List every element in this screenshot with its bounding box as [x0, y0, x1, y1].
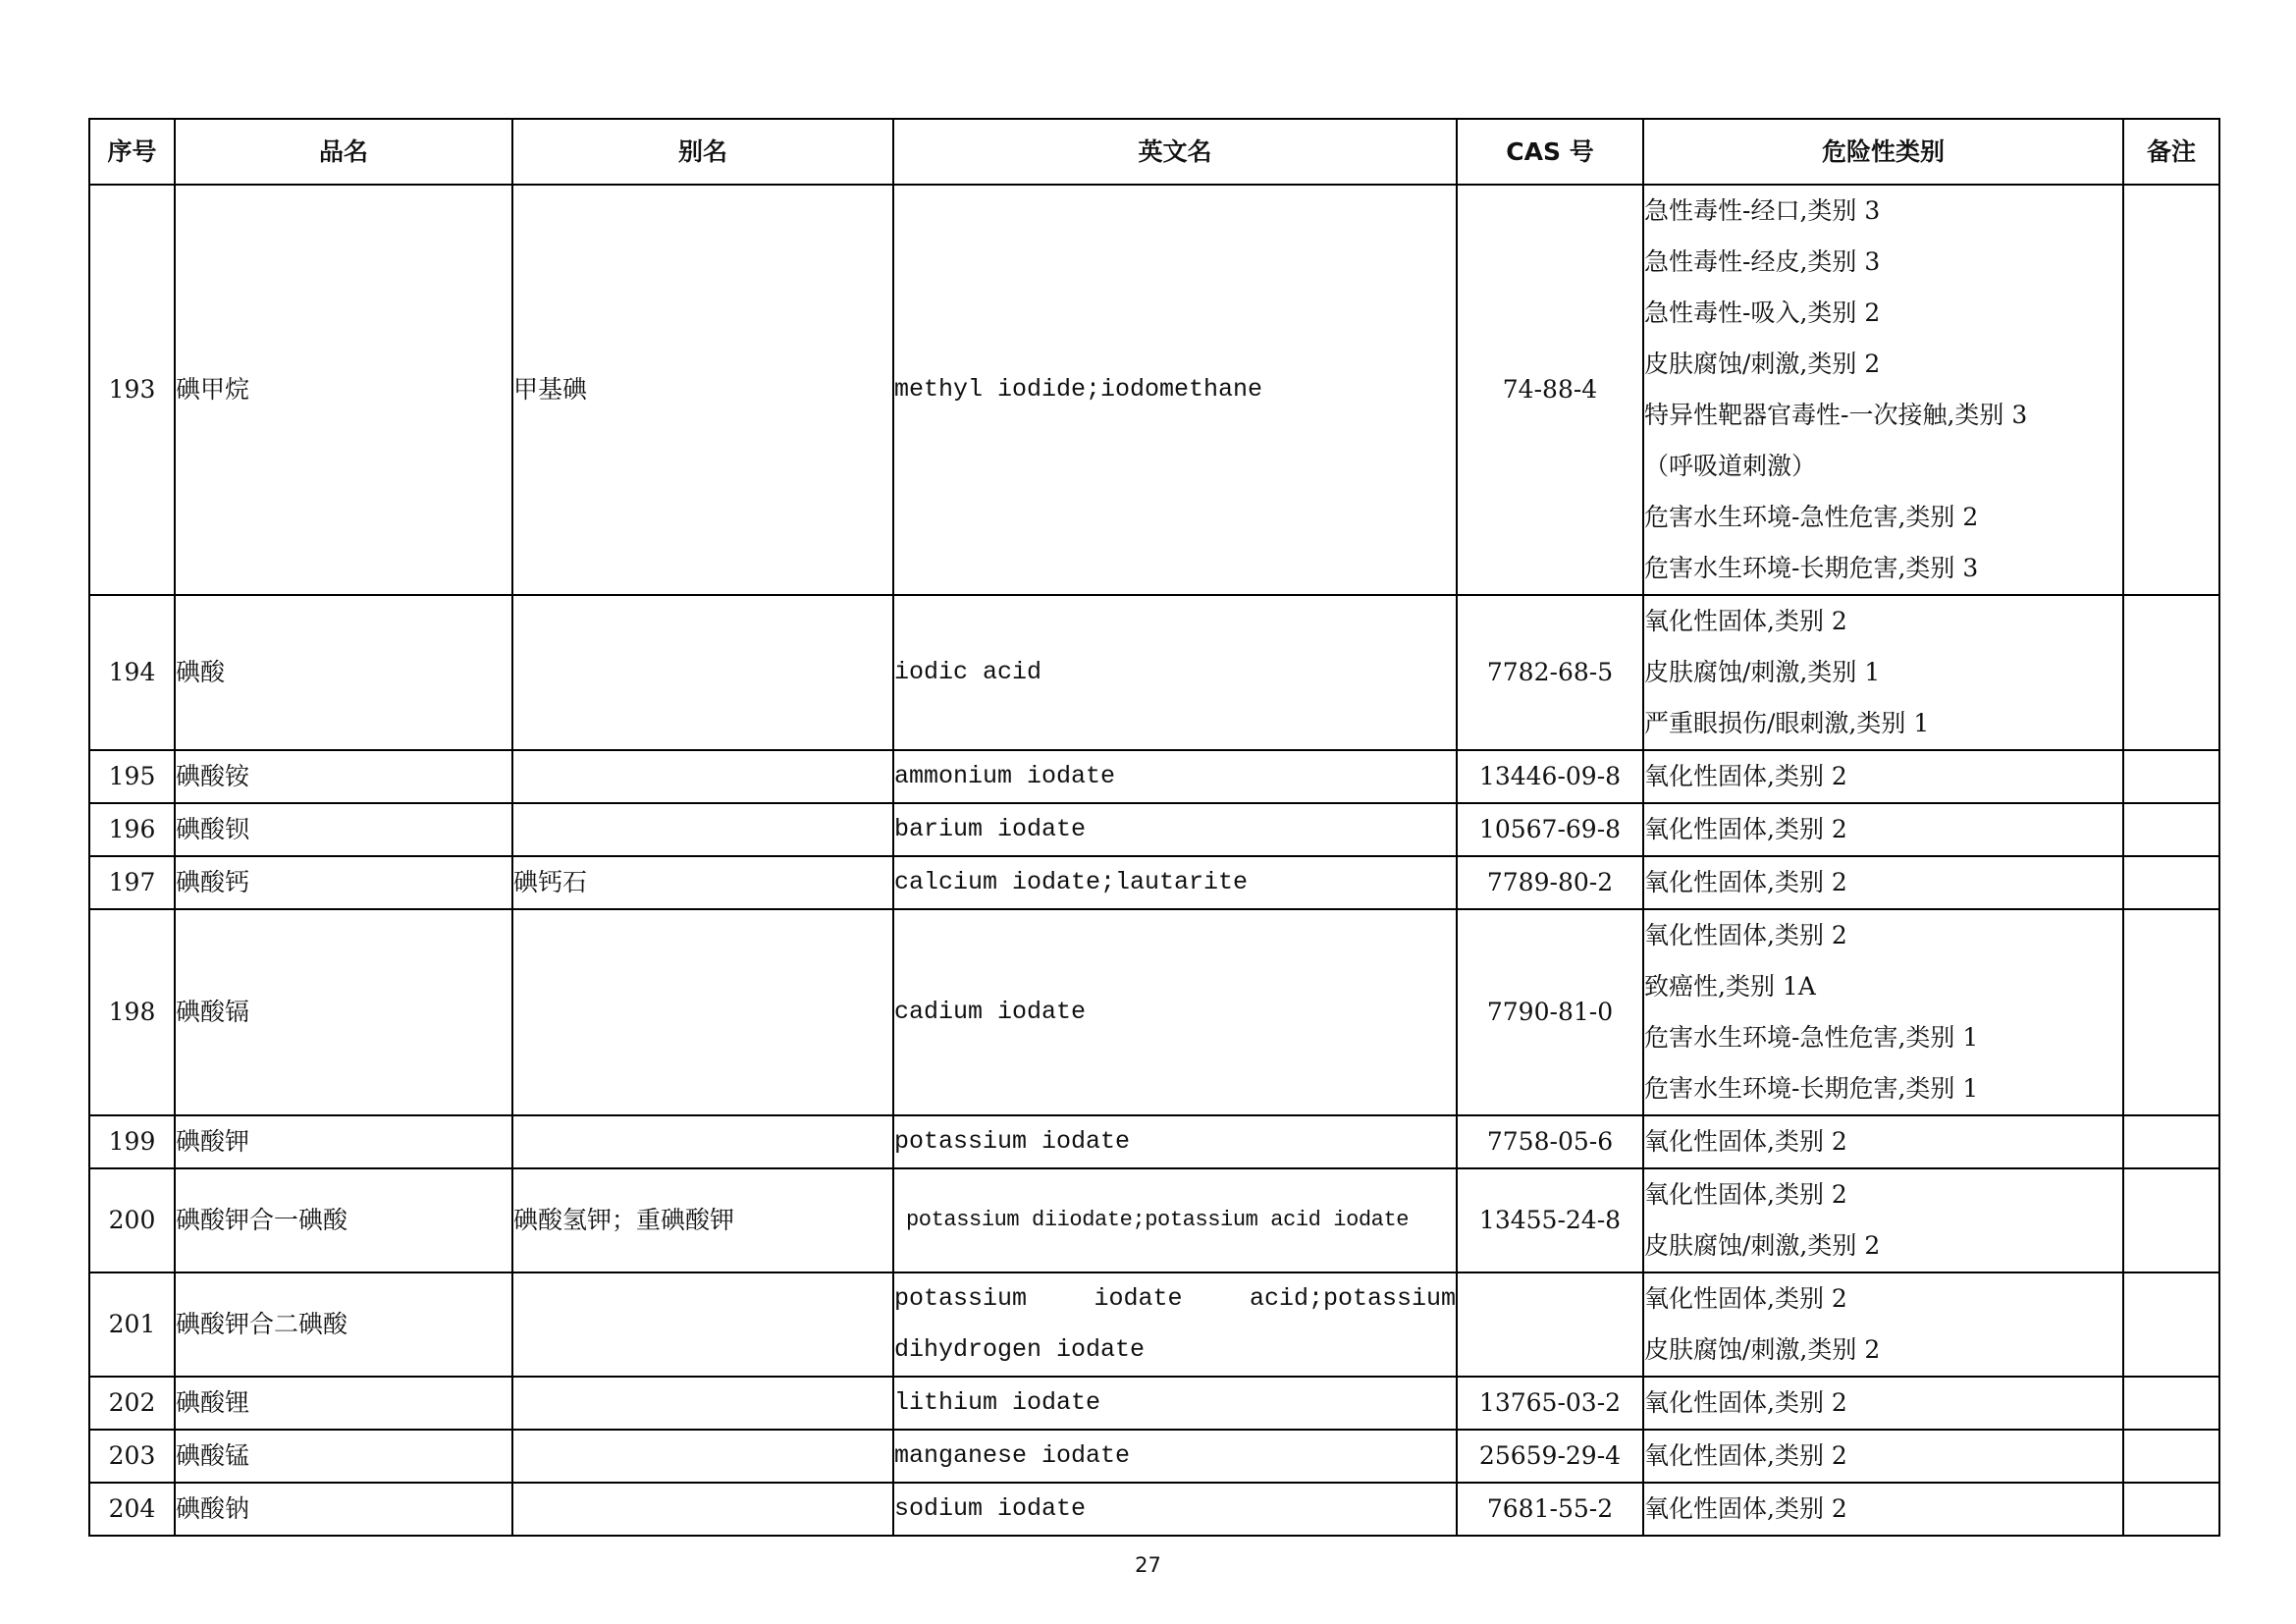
page-number: 27	[1135, 1553, 1161, 1577]
hazard-line: 氧化性固体,类别 2	[1644, 1180, 1847, 1209]
cas-number: 13765-03-2	[1457, 1377, 1643, 1430]
hazard-class	[1643, 909, 2123, 1115]
english-name: methyl iodide;iodomethane	[893, 185, 1457, 595]
chemical-table	[88, 118, 2220, 1537]
alias-name	[512, 750, 893, 803]
english-name: potassium iodate	[893, 1115, 1457, 1168]
alias-name	[512, 1115, 893, 1168]
product-name: 碘酸铵	[175, 750, 512, 803]
english-name: cadium iodate	[893, 909, 1457, 1115]
note-cell	[2123, 1168, 2219, 1272]
table-row	[89, 1272, 2219, 1377]
alias-name: 碘钙石	[512, 856, 893, 909]
hazard-class	[1643, 1168, 2123, 1272]
alias-name: 甲基碘	[512, 185, 893, 595]
hazard-line: 急性毒性-吸入,类别 2	[1644, 298, 1881, 327]
note-cell	[2123, 1272, 2219, 1377]
hazard-line: 危害水生环境-急性危害,类别 2	[1644, 503, 1979, 531]
product-name: 碘酸钠	[175, 1483, 512, 1536]
english-name: ammonium iodate	[893, 750, 1457, 803]
cas-number: 74-88-4	[1457, 185, 1643, 595]
alias-name	[512, 1483, 893, 1536]
row-number: 193	[89, 185, 175, 595]
table-row	[89, 909, 2219, 1115]
note-cell	[2123, 1430, 2219, 1483]
product-name: 碘酸钾合二碘酸	[175, 1272, 512, 1377]
cas-number: 7681-55-2	[1457, 1483, 1643, 1536]
alias-name: 碘酸氢钾；重碘酸钾	[512, 1168, 893, 1272]
row-number: 203	[89, 1430, 175, 1483]
product-name: 碘酸钾合一碘酸	[175, 1168, 512, 1272]
header-note: 备注	[2123, 119, 2219, 185]
cas-number: 13446-09-8	[1457, 750, 1643, 803]
hazard-line: 危害水生环境-长期危害,类别 1	[1644, 1074, 1979, 1103]
cas-number: 13455-24-8	[1457, 1168, 1643, 1272]
hazard-class	[1643, 750, 2123, 803]
table-row	[89, 185, 2219, 595]
note-cell	[2123, 909, 2219, 1115]
row-number: 202	[89, 1377, 175, 1430]
hazard-class	[1643, 803, 2123, 856]
hazard-line: 氧化性固体,类别 2	[1644, 868, 1847, 896]
hazard-line: 皮肤腐蚀/刺激,类别 2	[1644, 350, 1881, 378]
hazard-line: 氧化性固体,类别 2	[1644, 1127, 1847, 1156]
hazard-line: 皮肤腐蚀/刺激,类别 2	[1644, 1335, 1881, 1364]
alias-name	[512, 595, 893, 750]
english-name: manganese iodate	[893, 1430, 1457, 1483]
row-number: 196	[89, 803, 175, 856]
hazard-line: 严重眼损伤/眼刺激,类别 1	[1644, 709, 1930, 737]
note-cell	[2123, 1115, 2219, 1168]
row-number: 200	[89, 1168, 175, 1272]
hazard-class	[1643, 856, 2123, 909]
hazard-line: 特异性靶器官毒性-一次接触,类别 3	[1644, 401, 2028, 429]
header-no: 序号	[89, 119, 175, 185]
english-name: sodium iodate	[893, 1483, 1457, 1536]
table-row	[89, 595, 2219, 750]
table-row	[89, 1115, 2219, 1168]
table-row	[89, 1483, 2219, 1536]
row-number: 198	[89, 909, 175, 1115]
hazard-line: 氧化性固体,类别 2	[1644, 1441, 1847, 1470]
english-name: lithium iodate	[893, 1377, 1457, 1430]
note-cell	[2123, 856, 2219, 909]
alias-name	[512, 909, 893, 1115]
hazard-line: 皮肤腐蚀/刺激,类别 1	[1644, 658, 1881, 686]
alias-name	[512, 1430, 893, 1483]
table-row	[89, 1168, 2219, 1272]
hazard-class	[1643, 1430, 2123, 1483]
hazard-line: 氧化性固体,类别 2	[1644, 1494, 1847, 1523]
hazard-line: （呼吸道刺激）	[1644, 452, 1817, 480]
note-cell	[2123, 750, 2219, 803]
cas-number: 7789-80-2	[1457, 856, 1643, 909]
product-name: 碘甲烷	[175, 185, 512, 595]
product-name: 碘酸锂	[175, 1377, 512, 1430]
english-name: calcium iodate;lautarite	[893, 856, 1457, 909]
cas-number: 7790-81-0	[1457, 909, 1643, 1115]
hazard-line: 氧化性固体,类别 2	[1644, 607, 1847, 635]
alias-name	[512, 1272, 893, 1377]
hazard-class	[1643, 1115, 2123, 1168]
note-cell	[2123, 185, 2219, 595]
header-hazard: 危险性类别	[1643, 119, 2123, 185]
product-name: 碘酸钡	[175, 803, 512, 856]
hazard-class	[1643, 1377, 2123, 1430]
row-number: 197	[89, 856, 175, 909]
cas-number: 25659-29-4	[1457, 1430, 1643, 1483]
product-name: 碘酸锰	[175, 1430, 512, 1483]
product-name: 碘酸钾	[175, 1115, 512, 1168]
hazard-line: 氧化性固体,类别 2	[1644, 1388, 1847, 1417]
hazard-line: 皮肤腐蚀/刺激,类别 2	[1644, 1231, 1881, 1260]
header-name: 品名	[175, 119, 512, 185]
english-name: barium iodate	[893, 803, 1457, 856]
cas-number: 10567-69-8	[1457, 803, 1643, 856]
hazard-line: 急性毒性-经口,类别 3	[1644, 196, 1881, 225]
note-cell	[2123, 803, 2219, 856]
row-number: 201	[89, 1272, 175, 1377]
row-number: 194	[89, 595, 175, 750]
hazard-line: 危害水生环境-急性危害,类别 1	[1644, 1023, 1979, 1052]
english-name: potassium iodate acid;potassium dihydrogen iodate	[893, 1272, 1457, 1377]
product-name: 碘酸镉	[175, 909, 512, 1115]
header-english: 英文名	[893, 119, 1457, 185]
hazard-line: 氧化性固体,类别 2	[1644, 815, 1847, 843]
note-cell	[2123, 595, 2219, 750]
header-row	[89, 119, 2219, 185]
hazard-line: 急性毒性-经皮,类别 3	[1644, 247, 1881, 276]
cas-number: 7782-68-5	[1457, 595, 1643, 750]
product-name: 碘酸	[175, 595, 512, 750]
hazard-class	[1643, 1483, 2123, 1536]
hazard-class	[1643, 185, 2123, 595]
hazard-line: 危害水生环境-长期危害,类别 3	[1644, 554, 1979, 582]
table-row	[89, 803, 2219, 856]
row-number: 204	[89, 1483, 175, 1536]
product-name: 碘酸钙	[175, 856, 512, 909]
note-cell	[2123, 1377, 2219, 1430]
alias-name	[512, 1377, 893, 1430]
table-row	[89, 750, 2219, 803]
table-row	[89, 1377, 2219, 1430]
cas-number: 7758-05-6	[1457, 1115, 1643, 1168]
hazard-line: 氧化性固体,类别 2	[1644, 1284, 1847, 1313]
hazard-line: 氧化性固体,类别 2	[1644, 921, 1847, 949]
hazard-class	[1643, 1272, 2123, 1377]
table-row	[89, 856, 2219, 909]
cas-number	[1457, 1272, 1643, 1377]
header-cas: CAS 号	[1457, 119, 1643, 185]
row-number: 199	[89, 1115, 175, 1168]
english-name: potassium diiodate;potassium acid iodate	[893, 1168, 1457, 1272]
row-number: 195	[89, 750, 175, 803]
hazard-line: 致癌性,类别 1A	[1644, 972, 1816, 1001]
table-row	[89, 1430, 2219, 1483]
alias-name	[512, 803, 893, 856]
note-cell	[2123, 1483, 2219, 1536]
hazard-class	[1643, 595, 2123, 750]
header-alias: 别名	[512, 119, 893, 185]
english-name: iodic acid	[893, 595, 1457, 750]
hazard-line: 氧化性固体,类别 2	[1644, 762, 1847, 790]
